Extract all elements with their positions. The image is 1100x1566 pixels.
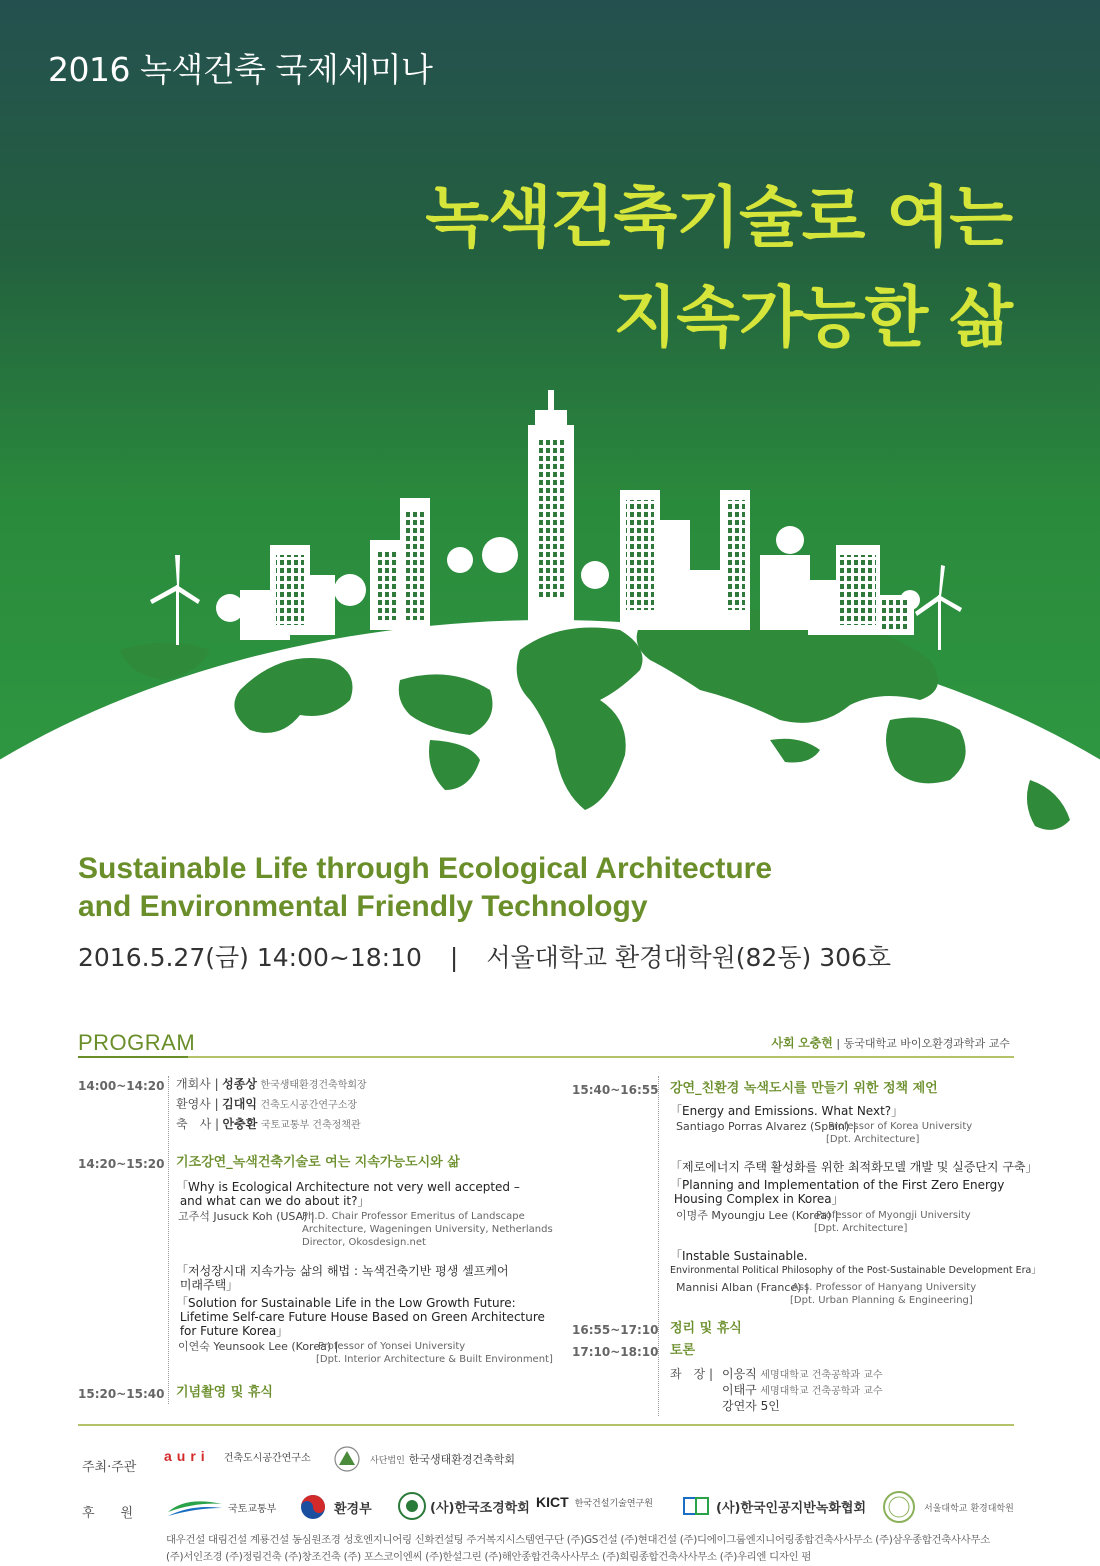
discussion-chair-2 xyxy=(722,1384,883,1398)
molit-name: 국토교통부 xyxy=(228,1503,277,1515)
english-title-line1: Sustainable Life through Ecological Architecture xyxy=(78,852,772,885)
chair2-affil: 세명대학교 건축공학과 교수 xyxy=(760,1386,883,1397)
host-name: 오충현 xyxy=(798,1036,833,1050)
host xyxy=(771,1034,1010,1051)
welcome-affil: 건축도시공간연구소장 xyxy=(260,1100,358,1111)
opening-role: 개회사 | xyxy=(176,1077,219,1091)
main-title-line1: 녹색건축기술로 여는 xyxy=(425,179,1012,256)
lecture-dept1: [Dpt. Architecture] xyxy=(826,1134,920,1145)
program-rule xyxy=(78,1056,1014,1058)
keynote-talk2-ko: 「저성장시대 지속가능 삶의 해법 : 녹색건축기반 평생 셀프케어 미래주택」 xyxy=(176,1264,509,1292)
snu-gses-name: 서울대학교 환경대학원 xyxy=(924,1503,1014,1514)
keynote-talk2-en: 「Solution for Sustainable Life in the Low Growth Future: Lifetime Self-care Future House Based on Green Architecture for Future Korea」 xyxy=(176,1296,545,1338)
time-lecture: 15:40~16:55 xyxy=(572,1083,659,1097)
congrats-row xyxy=(176,1118,361,1132)
me-name: 환경부 xyxy=(334,1501,372,1517)
event-venue: 서울대학교 환경대학원(82동) 306호 xyxy=(486,943,892,972)
sponsor-list-line1: 대우건설 대림건설 계룡건설 동심원조경 성호엔지니어링 신화컨설팅 주거복지시스템연구단 (주)GS건설 (주)현대건설 (주)디에이그룹엔지니어링종합건축사사무소 (주)삼우종합건축사사무소 xyxy=(166,1534,990,1546)
lecture-speaker2: 이명주 Myoungju Lee (Korea) | xyxy=(676,1209,839,1222)
bottom-rule xyxy=(78,1424,1014,1426)
lecture-talk3-sub: Environmental Political Philosophy of the Post-Sustainable Development Era」 xyxy=(670,1265,1041,1276)
discussion-title: 토론 xyxy=(670,1343,696,1358)
auri-mark: auri xyxy=(164,1448,210,1464)
kagra-emblem-icon xyxy=(682,1494,712,1518)
keynote-dept2: [Dpt. Interior Architecture & Built Environment] xyxy=(316,1354,553,1365)
keynote-speaker2: 이연숙 Yeunsook Lee (Korea) | xyxy=(178,1340,339,1353)
chair1-name: 이응직 xyxy=(722,1367,757,1381)
time-photo: 15:20~15:40 xyxy=(78,1387,165,1401)
opening-name: 성종상 xyxy=(222,1077,257,1091)
host-role: 사회 xyxy=(771,1036,795,1050)
lecture-affil3: Ass. Professor of Hanyang University xyxy=(792,1282,977,1293)
break-title: 정리 및 휴식 xyxy=(670,1321,742,1336)
welcome-row xyxy=(176,1098,357,1112)
lecture-affil1: Professor of Korea University xyxy=(828,1121,973,1132)
time-keynote: 14:20~15:20 xyxy=(78,1157,165,1171)
congrats-name: 안충환 xyxy=(222,1117,258,1131)
keynote-affil2: Professor of Yonsei University xyxy=(318,1341,466,1352)
left-time-divider xyxy=(168,1076,169,1404)
time-discussion: 17:10~18:10 xyxy=(572,1345,659,1359)
main-title xyxy=(425,168,1012,368)
lecture-talk1: 「Energy and Emissions. What Next?」 xyxy=(670,1104,904,1118)
society-emblem-icon xyxy=(334,1446,360,1472)
society-prefix: 사단법인 xyxy=(370,1455,405,1466)
main-title-line2: 지속가능한 삶 xyxy=(613,279,1012,356)
lecture-speaker3: Mannisi Alban (France) | xyxy=(676,1281,809,1294)
chair1-affil: 세명대학교 건축공학과 교수 xyxy=(760,1370,883,1381)
molit-logo xyxy=(166,1496,276,1518)
lecture-talk2-en: 「Planning and Implementation of the First Zero Energy Housing Complex in Korea」 xyxy=(670,1178,1005,1206)
time-break: 16:55~17:10 xyxy=(572,1323,659,1337)
keynote-title: 기조강연_녹색건축기술로 여는 지속가능도시와 삶 xyxy=(176,1155,460,1170)
kagra-logo xyxy=(682,1494,866,1518)
chair3-name: 강연자 5인 xyxy=(722,1399,780,1413)
sponsor-list-line2: (주)서인조경 (주)정림건축 (주)창조건축 (주) 포스코이엔씨 (주)한설그린 (주)해안종합건축사사무소 (주)희림종합건축사사무소 (주)우리엔 디자인 펌 xyxy=(166,1551,812,1563)
klsa-name: (사)한국조경학회 xyxy=(430,1500,530,1516)
lecture-title: 강연_친환경 녹색도시를 만들기 위한 정책 제언 xyxy=(670,1081,938,1096)
program-header xyxy=(78,1030,1014,1054)
kict-logo xyxy=(536,1494,653,1510)
me-logo xyxy=(300,1494,372,1520)
discussion-chair-3 xyxy=(722,1400,780,1413)
english-title-line2: and Environmental Friendly Technology xyxy=(78,890,648,923)
event-date: 2016.5.27(금) 14:00~18:10 xyxy=(78,943,422,972)
society-logo xyxy=(334,1446,515,1472)
snu-emblem-icon xyxy=(882,1490,916,1524)
photo-title: 기념촬영 및 휴식 xyxy=(176,1385,273,1400)
opening-row xyxy=(176,1078,367,1092)
keynote-affil1: Ph.D. Chair Professor Emeritus of Landscape Architecture, Wageningen University, Netherlands Director, Okosdesign.net xyxy=(302,1211,553,1248)
sponsor-list xyxy=(166,1532,1036,1566)
kict-name: 한국건설기술연구원 xyxy=(574,1498,653,1509)
welcome-role: 환영사 | xyxy=(176,1097,219,1111)
lecture-speaker1: Santiago Porras Alvarez (Spain) | xyxy=(676,1120,857,1133)
english-title xyxy=(78,850,772,926)
welcome-name: 김대익 xyxy=(222,1097,257,1111)
snu-gses-logo xyxy=(882,1490,1014,1524)
host-affil: 동국대학교 바이오환경과학과 교수 xyxy=(843,1037,1010,1050)
time-opening: 14:00~14:20 xyxy=(78,1079,165,1093)
right-time-divider xyxy=(658,1076,659,1416)
taegeuk-icon xyxy=(300,1494,326,1520)
event-label: 2016 녹색건축 국제세미나 xyxy=(48,50,433,89)
organizers-label: 주최·주관 xyxy=(82,1460,137,1475)
klsa-emblem-icon xyxy=(398,1492,426,1520)
lecture-dept2: [Dpt. Architecture] xyxy=(814,1223,908,1234)
keynote-talk1: 「Why is Ecological Architecture not very well accepted – and what can we do about it?」 xyxy=(176,1180,520,1208)
congrats-role: 축 사 | xyxy=(176,1117,220,1131)
program-rule-accent xyxy=(78,1056,188,1058)
program-label: PROGRAM xyxy=(78,1030,196,1055)
lecture-affil2: Professor of Myongji University xyxy=(816,1210,971,1221)
kict-mark: KICT xyxy=(536,1494,569,1510)
date-venue xyxy=(78,938,891,974)
separator: | xyxy=(449,943,459,972)
auri-name: 건축도시공간연구소 xyxy=(223,1452,311,1464)
sponsors-label: 후 원 xyxy=(82,1506,134,1521)
chair2-name: 이태구 xyxy=(722,1383,757,1397)
lecture-talk3-title: 「Instable Sustainable. xyxy=(670,1249,808,1263)
host-sep: | xyxy=(836,1037,841,1050)
keynote-speaker1: 고주석 Jusuck Koh (USA) | xyxy=(178,1210,315,1223)
discussion-chair-1 xyxy=(722,1368,883,1382)
opening-affil: 한국생태환경건축학회장 xyxy=(260,1080,367,1091)
klsa-logo xyxy=(398,1492,530,1520)
society-name: 한국생태환경건축학회 xyxy=(408,1453,516,1466)
auri-logo xyxy=(164,1448,311,1464)
molit-wave-icon xyxy=(166,1496,224,1518)
kagra-name: (사)한국인공지반녹화협회 xyxy=(716,1500,867,1516)
lecture-dept3: [Dpt. Urban Planning & Engineering] xyxy=(790,1295,973,1306)
lecture-talk2-ko: 「제로에너지 주택 활성화를 위한 최적화모델 개발 및 실증단지 구축」 xyxy=(670,1160,1038,1174)
discussion-chair-role: 좌 장 | xyxy=(670,1367,714,1381)
congrats-affil: 국토교통부 건축정책관 xyxy=(260,1120,361,1131)
